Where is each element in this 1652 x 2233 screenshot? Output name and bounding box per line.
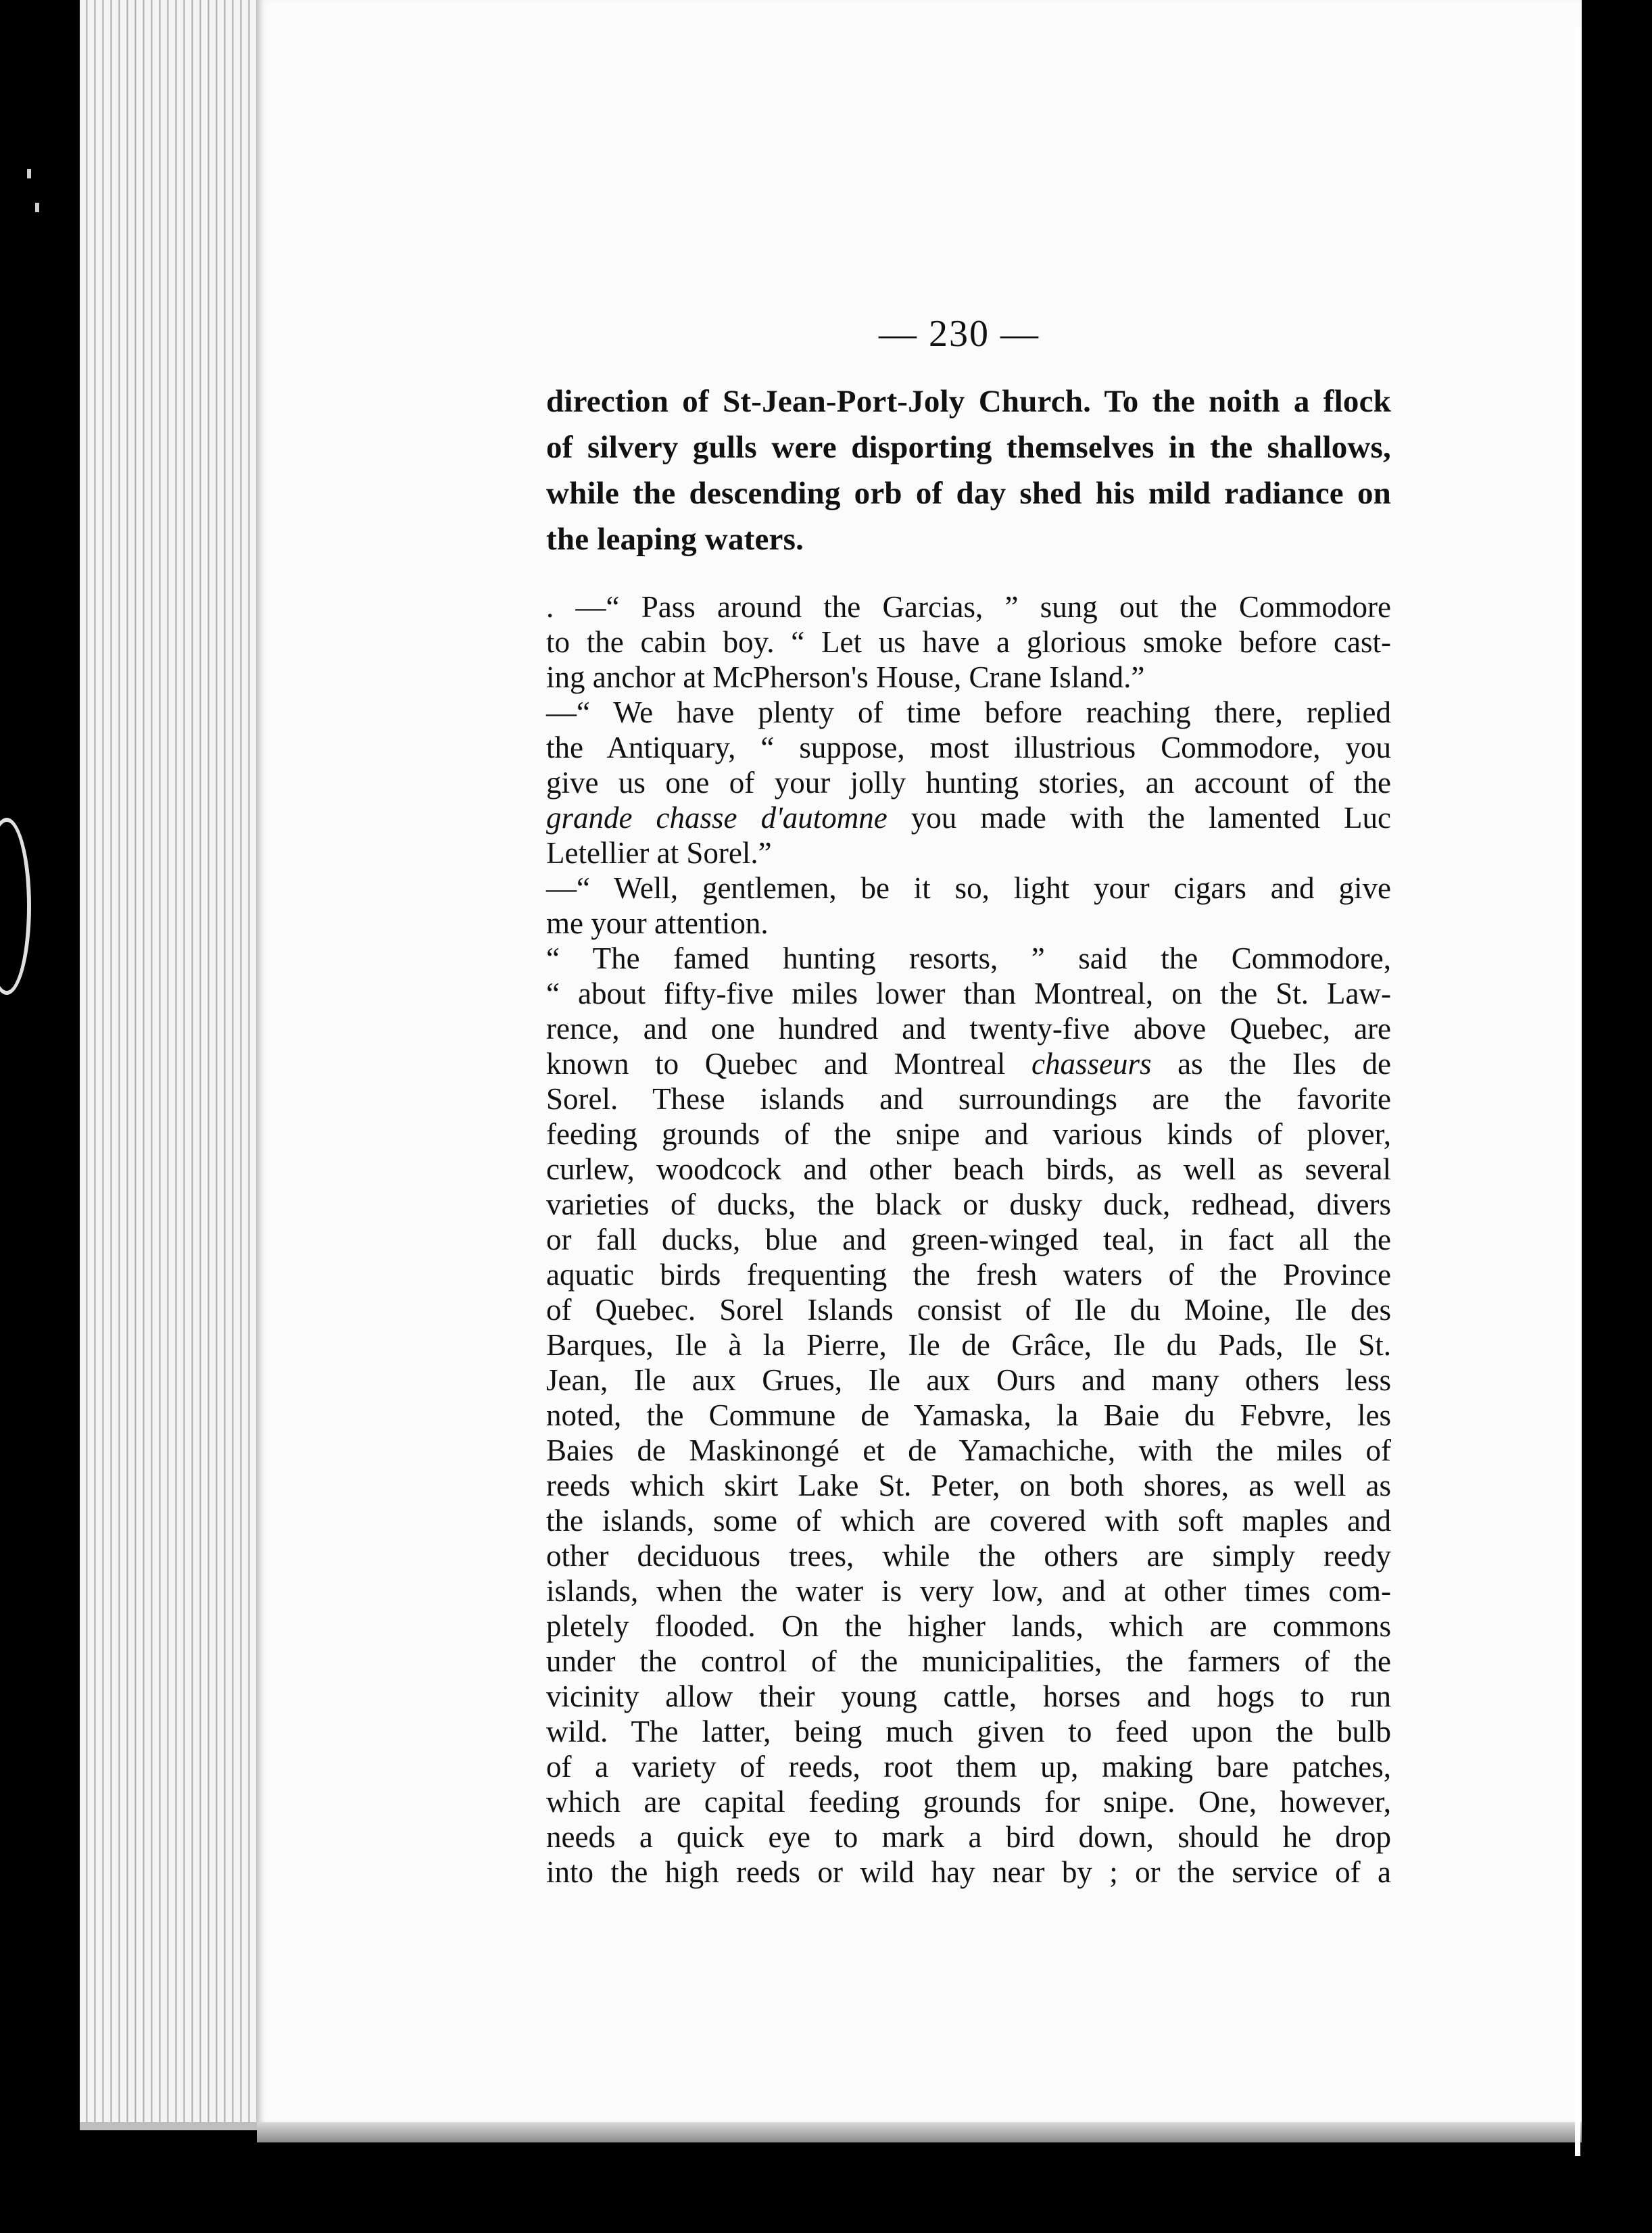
page-number: — 230 — <box>879 313 1040 355</box>
text-line-italic-phrase: known to Quebec and Montreal chasseurs as the Iles de <box>546 1047 1391 1081</box>
text-line: or fall ducks, blue and green-winged teal, in fact all the <box>546 1223 1391 1256</box>
text-line: vicinity allow their young cattle, horses and hogs to run <box>546 1679 1391 1713</box>
text-line: which are capital feeding grounds for snipe. One, however, <box>546 1785 1391 1819</box>
text-line-italic-phrase: grande chasse d'automne you made with the lamented Luc <box>546 801 1391 835</box>
scan-mark <box>27 169 31 178</box>
text-line: into the high reeds or wild hay near by ; or the service of a <box>546 1855 1391 1889</box>
lead-paragraph <box>546 378 1391 562</box>
text-line: feeding grounds of the snipe and various kinds of plover, <box>546 1117 1391 1151</box>
text-line: Baies de Maskinongé et de Yamachiche, with the miles of <box>546 1433 1391 1467</box>
text-line: the leaping waters. <box>546 522 804 557</box>
text-line: while the descending orb of day shed his mild radiance on <box>546 476 1391 511</box>
page-text <box>546 378 1391 1890</box>
text-line: Letellier at Sorel.” <box>546 836 772 870</box>
body-paragraphs <box>546 589 1391 1890</box>
text-line: rence, and one hundred and twenty-five above Quebec, are <box>546 1012 1391 1046</box>
text-line: direction of St-Jean-Port-Joly Church. To the noith a flock <box>546 384 1391 419</box>
text-line: Jean, Ile aux Grues, Ile aux Ours and many others less <box>546 1363 1391 1397</box>
binding-curve <box>0 818 31 995</box>
text-line: noted, the Commune de Yamaska, la Baie du Febvre, les <box>546 1398 1391 1432</box>
text-line: give us one of your jolly hunting stories, an account of the <box>546 766 1391 800</box>
text-line: wild. The latter, being much given to feed upon the bulb <box>546 1715 1391 1748</box>
text-line: the Antiquary, “ suppose, most illustrious Commodore, you <box>546 731 1391 764</box>
text-line: —“ We have plenty of time before reaching there, replied <box>546 695 1391 729</box>
text-line: “ about fifty-five miles lower than Montreal, on the St. Law- <box>546 977 1391 1010</box>
italic-phrase: chasseurs <box>1031 1047 1152 1081</box>
scan-mark <box>35 203 39 212</box>
right-page-edge <box>1575 27 1580 2156</box>
text-line: —“ Well, gentlemen, be it so, light your cigars and give <box>546 871 1391 905</box>
text-line: me your attention. <box>546 906 769 940</box>
text-line: pletely flooded. On the higher lands, which are commons <box>546 1609 1391 1643</box>
text-line: varieties of ducks, the black or dusky duck, redhead, divers <box>546 1187 1391 1221</box>
stacked-page-edges <box>80 0 262 2122</box>
text-line: other deciduous trees, while the others are simply reedy <box>546 1539 1391 1573</box>
text-line: of silvery gulls were disporting themselves in the shallows, <box>546 430 1391 465</box>
text-line: of a variety of reeds, root them up, making bare patches, <box>546 1750 1391 1784</box>
text-line: aquatic birds frequenting the fresh waters of the Province <box>546 1258 1391 1292</box>
text-line: under the control of the municipalities, the farmers of the <box>546 1644 1391 1678</box>
text-line: curlew, woodcock and other beach birds, as well as several <box>546 1152 1391 1186</box>
text-line: Sorel. These islands and surroundings are the favorite <box>546 1082 1391 1116</box>
text-line: “ The famed hunting resorts, ” said the Commodore, <box>546 941 1391 975</box>
text-line: islands, when the water is very low, and at other times com- <box>546 1574 1391 1608</box>
text-line: of Quebec. Sorel Islands consist of Ile du Moine, Ile des <box>546 1293 1391 1327</box>
text-line: Barques, Ile à la Pierre, Ile de Grâce, Ile du Pads, Ile St. <box>546 1328 1391 1362</box>
text-line: . —“ Pass around the Garcias, ” sung out the Commodore <box>546 590 1391 624</box>
page-bottom-edge <box>257 2122 1582 2142</box>
text-line: ing anchor at McPherson's House, Crane Island.” <box>546 660 1145 694</box>
italic-phrase: grande chasse d'automne <box>546 801 888 835</box>
text-line: the islands, some of which are covered with soft maples and <box>546 1504 1391 1538</box>
text-line: needs a quick eye to mark a bird down, should he drop <box>546 1820 1391 1854</box>
text-line: to the cabin boy. “ Let us have a glorious smoke before cast- <box>546 625 1391 659</box>
text-line: reeds which skirt Lake St. Peter, on both shores, as well as <box>546 1469 1391 1502</box>
